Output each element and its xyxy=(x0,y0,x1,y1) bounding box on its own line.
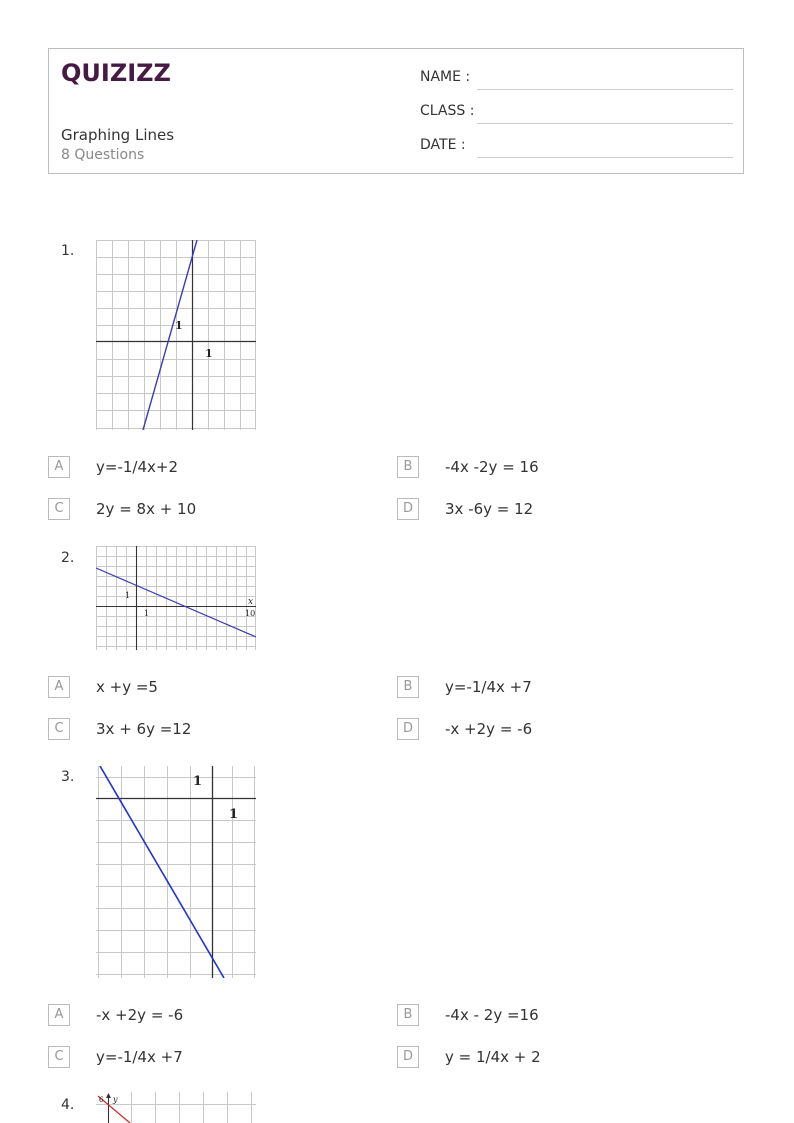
name-label: NAME : xyxy=(420,69,471,85)
class-line[interactable] xyxy=(477,123,733,124)
axis-label: 6 xyxy=(99,1096,104,1104)
name-line[interactable] xyxy=(477,89,733,90)
axis-label: 1 xyxy=(229,807,239,822)
option-letter[interactable]: A xyxy=(48,456,70,478)
question-number: 1. xyxy=(61,243,75,259)
axis-label: 1 xyxy=(205,347,213,360)
question-count: 8 Questions xyxy=(61,147,145,163)
question-number: 2. xyxy=(61,550,75,566)
axis-label: 1 xyxy=(125,591,131,600)
axis-label: y xyxy=(113,1095,118,1104)
option-text[interactable]: 3x + 6y =12 xyxy=(96,720,192,738)
option-text[interactable]: -4x - 2y =16 xyxy=(445,1006,539,1024)
quizizz-logo: QUIZIZZ xyxy=(61,59,171,87)
date-line[interactable] xyxy=(477,157,733,158)
option-letter[interactable]: D xyxy=(397,498,419,520)
option-letter[interactable]: A xyxy=(48,676,70,698)
axis-label: 10 xyxy=(245,609,256,618)
option-letter[interactable]: C xyxy=(48,1046,70,1068)
option-letter[interactable]: D xyxy=(397,1046,419,1068)
axis-label: 1 xyxy=(193,774,203,789)
question-3-graph xyxy=(96,766,256,978)
date-label: DATE : xyxy=(420,137,466,153)
option-letter[interactable]: B xyxy=(397,676,419,698)
option-text[interactable]: -x +2y = -6 xyxy=(96,1006,184,1024)
question-number: 4. xyxy=(61,1097,75,1113)
option-text[interactable]: y=-1/4x +7 xyxy=(96,1048,183,1066)
axis-label: 1 xyxy=(175,319,183,332)
option-text[interactable]: 2y = 8x + 10 xyxy=(96,500,197,518)
option-text[interactable]: -4x -2y = 16 xyxy=(445,458,539,476)
question-number: 3. xyxy=(61,769,75,785)
worksheet-header xyxy=(48,48,744,174)
option-letter[interactable]: B xyxy=(397,1004,419,1026)
option-letter[interactable]: A xyxy=(48,1004,70,1026)
class-label: CLASS : xyxy=(420,103,475,119)
question-4-graph xyxy=(96,1092,256,1123)
option-text[interactable]: y=-1/4x +7 xyxy=(445,678,532,696)
axis-label: x xyxy=(248,597,254,607)
option-text[interactable]: x +y =5 xyxy=(96,678,158,696)
option-letter[interactable]: D xyxy=(397,718,419,740)
question-2-graph xyxy=(96,546,256,650)
question-1-graph xyxy=(96,240,256,430)
worksheet-title: Graphing Lines xyxy=(61,126,175,144)
option-letter[interactable]: C xyxy=(48,498,70,520)
option-letter[interactable]: C xyxy=(48,718,70,740)
option-letter[interactable]: B xyxy=(397,456,419,478)
option-text[interactable]: 3x -6y = 12 xyxy=(445,500,534,518)
axis-label: 1 xyxy=(144,609,150,618)
option-text[interactable]: -x +2y = -6 xyxy=(445,720,533,738)
option-text[interactable]: y = 1/4x + 2 xyxy=(445,1048,541,1066)
option-text[interactable]: y=-1/4x+2 xyxy=(96,458,178,476)
